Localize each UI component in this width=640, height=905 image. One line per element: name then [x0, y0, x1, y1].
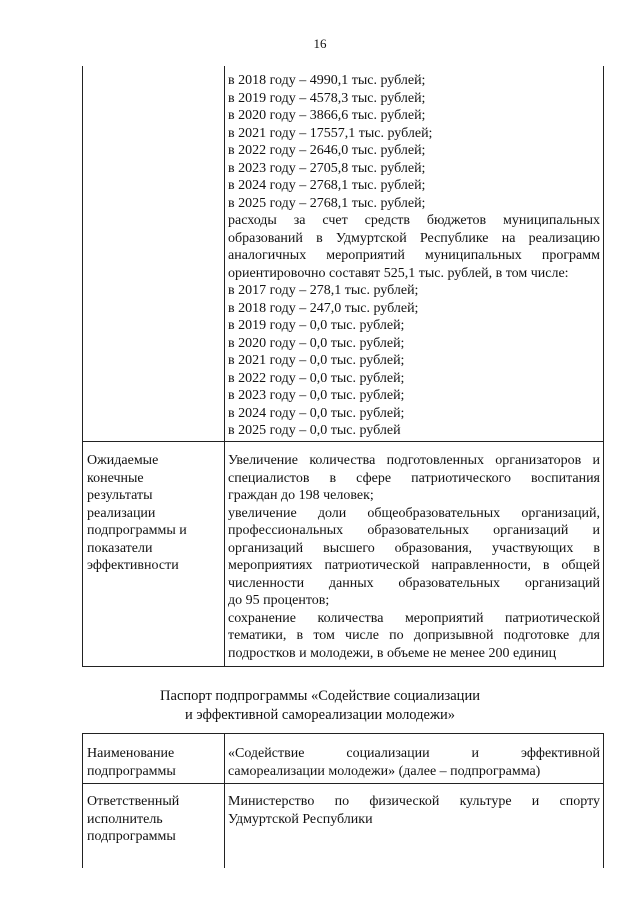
municipal-line: в 2024 году – 0,0 тыс. рублей; [228, 405, 405, 421]
results-label-line: Ожидаемые [87, 453, 159, 468]
funding-line: в 2024 году – 2768,1 тыс. рублей; [228, 178, 426, 193]
funding-cell [228, 72, 600, 440]
funding-line: в 2022 году – 2646,0 тыс. рублей; [228, 143, 426, 158]
results-label-line: результаты [87, 488, 153, 503]
row-value-line: Министерство по физической культуре и спорту [228, 794, 600, 809]
row-value-line: самореализации молодежи» (далее – подпрограмма) [228, 763, 541, 779]
municipal-paragraph-line: ориентировочно составят 525,1 тыс. рублей, в том числе: [228, 265, 569, 281]
table-column-divider [224, 734, 225, 868]
funding-line: в 2021 году – 17557,1 тыс. рублей; [228, 125, 433, 141]
municipal-paragraph-line: расходы за счет средств бюджетов муниципальных [228, 213, 600, 228]
municipal-line: в 2025 году – 0,0 тыс. рублей [228, 423, 401, 438]
municipal-line: в 2017 году – 278,1 тыс. рублей; [228, 283, 419, 298]
funding-line: в 2018 году – 4990,1 тыс. рублей; [228, 73, 426, 88]
row-label-line: исполнитель [87, 811, 163, 827]
funding-line: в 2019 году – 4578,3 тыс. рублей; [228, 90, 426, 106]
results-label-line: конечные [87, 470, 144, 486]
municipal-line: в 2020 году – 0,0 тыс. рублей; [228, 335, 405, 351]
table-row-divider [83, 783, 603, 784]
results-label-cell [87, 452, 221, 575]
funding-line: в 2025 году – 2768,1 тыс. рублей; [228, 195, 426, 211]
results-text-cell [228, 452, 600, 662]
row-executor-label [87, 793, 221, 846]
results-line: специалистов в сфере патриотического воспитания [228, 470, 600, 486]
funding-line: в 2023 году – 2705,8 тыс. рублей; [228, 160, 426, 176]
results-line: Увеличение количества подготовленных организаторов и [228, 453, 600, 468]
municipal-line: в 2022 году – 0,0 тыс. рублей; [228, 370, 405, 386]
funding-line: в 2020 году – 3866,6 тыс. рублей; [228, 108, 426, 123]
results-line: численности данных образовательных организаций [228, 575, 600, 591]
results-label-line: подпрограммы и [87, 523, 187, 538]
results-line: тематики, в том числе по допризывной подготовке для [228, 628, 600, 643]
passport-title [0, 687, 640, 725]
row-value-line: «Содействие социализации и эффективной [228, 746, 600, 761]
municipal-line: в 2023 году – 0,0 тыс. рублей; [228, 388, 405, 403]
municipal-line: в 2021 году – 0,0 тыс. рублей; [228, 353, 405, 368]
results-line: мероприятиях патриотической направленности, в общей [228, 558, 600, 573]
row-label-line: Наименование [87, 746, 175, 761]
subprogram-table-continued [82, 66, 604, 667]
results-line: профессиональных образовательных организаций и [228, 523, 600, 538]
results-line: организаций высшего образования, участвующих в [228, 540, 600, 556]
table-column-divider [224, 66, 225, 666]
results-label-line: показатели [87, 540, 153, 556]
row-label-line: подпрограммы [87, 763, 176, 779]
passport-title-line: Паспорт подпрограммы «Содействие социализации [160, 688, 480, 704]
results-line: граждан до 198 человек; [228, 488, 374, 503]
results-label-line: реализации [87, 505, 156, 521]
row-label-line: подпрограммы [87, 829, 176, 844]
results-line: сохранение количества мероприятий патриотической [228, 610, 600, 626]
row-executor-value [228, 793, 600, 828]
passport-table [82, 733, 604, 868]
municipal-line: в 2019 году – 0,0 тыс. рублей; [228, 318, 405, 333]
page-number: 16 [313, 36, 327, 51]
row-label-line: Ответственный [87, 794, 180, 809]
passport-title-line: и эффективной самореализации молодежи» [185, 707, 455, 723]
row-name-value [228, 745, 600, 780]
table-row-divider [83, 441, 603, 442]
municipal-line: в 2018 году – 247,0 тыс. рублей; [228, 300, 419, 316]
row-name-label [87, 745, 221, 780]
row-value-line: Удмуртской Республики [228, 811, 373, 827]
municipal-paragraph-line: аналогичных мероприятий муниципальных программ [228, 248, 600, 263]
results-line: до 95 процентов; [228, 593, 330, 608]
results-line: увеличение доли общеобразовательных организаций, [228, 505, 600, 521]
results-label-line: эффективности [87, 558, 179, 573]
results-line: подростков и молодежи, в объеме не менее 200 единиц [228, 645, 557, 661]
municipal-paragraph-line: образований в Удмуртской Республике на реализацию [228, 230, 600, 246]
